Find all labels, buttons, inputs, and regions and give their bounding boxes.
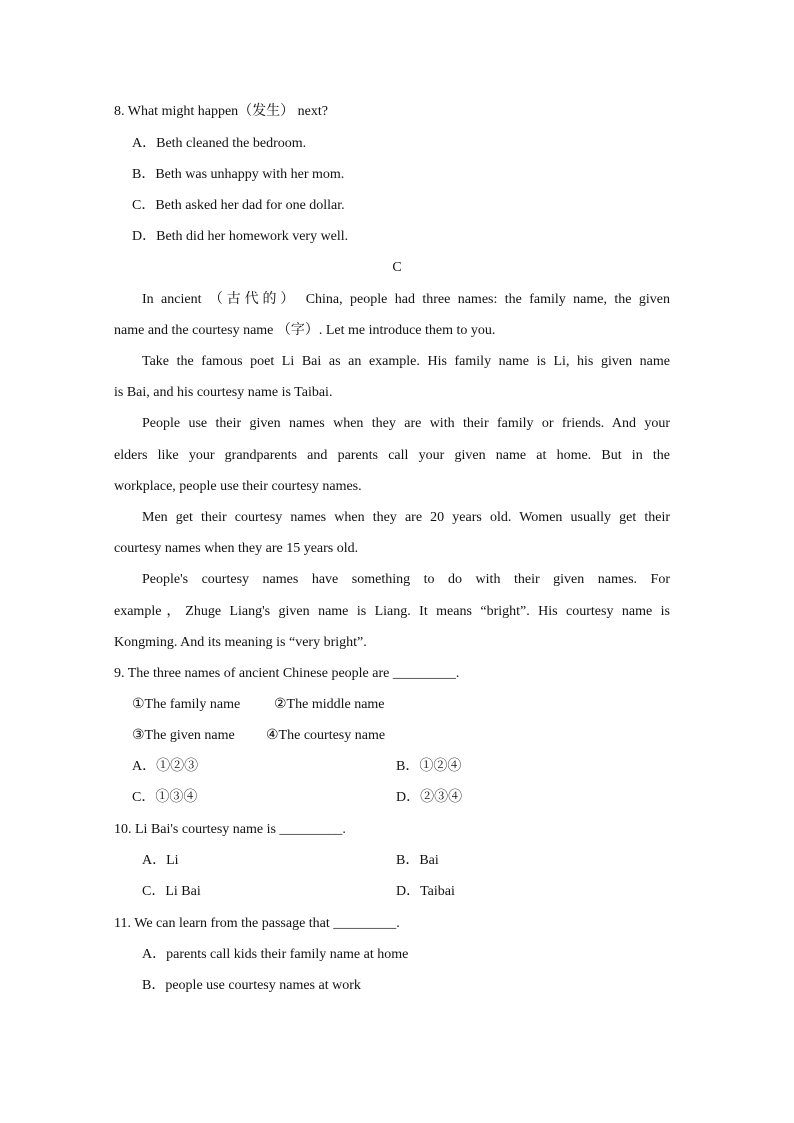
- q9-option-d: D．②③④: [396, 790, 463, 805]
- q8-option-b: B．Beth was unhappy with her mom.: [132, 167, 345, 182]
- q8-option-a: A．Beth cleaned the bedroom.: [132, 136, 307, 151]
- passage-line: Men get their courtesy names when they are 20 years old. Women usually get their: [142, 510, 670, 525]
- question-8: 8. What might happen（发生） next?: [114, 104, 328, 119]
- passage-line: People's courtesy names have something to do with their given names. For: [142, 572, 670, 587]
- q10-option-a: A．Li: [142, 853, 179, 868]
- q9-item-1: ①The family name: [132, 697, 241, 712]
- q9-option-b: B．①②④: [396, 759, 462, 774]
- section-heading: C: [392, 260, 402, 275]
- q9-option-a: A．①②③: [132, 759, 199, 774]
- question-9: 9. The three names of ancient Chinese people are _________.: [114, 666, 460, 681]
- passage-line: is Bai, and his courtesy name is Taibai.: [114, 385, 333, 400]
- passage-line: Kongming. And its meaning is “very bright”.: [114, 635, 367, 650]
- q8-option-c: C．Beth asked her dad for one dollar.: [132, 198, 345, 213]
- passage-line: workplace, people use their courtesy names.: [114, 479, 362, 494]
- q9-item-4: ④The courtesy name: [266, 728, 386, 743]
- q9-option-c: C．①③④: [132, 790, 198, 805]
- q10-option-c: C．Li Bai: [142, 884, 201, 899]
- q9-item-2: ②The middle name: [274, 697, 385, 712]
- passage-line: courtesy names when they are 15 years old.: [114, 541, 359, 556]
- passage-line: elders like your grandparents and parents call your given name at home. But in the: [114, 448, 670, 463]
- q9-item-3: ③The given name: [132, 728, 235, 743]
- passage-line: People use their given names when they are with their family or friends. And your: [142, 416, 670, 431]
- passage-line: Take the famous poet Li Bai as an example. His family name is Li, his given name: [142, 354, 670, 369]
- q10-option-b: B．Bai: [396, 853, 439, 868]
- q8-option-d: D．Beth did her homework very well.: [132, 229, 349, 244]
- q11-option-b: B．people use courtesy names at work: [142, 978, 361, 993]
- passage-line: example，Zhuge Liang's given name is Liang. It means “bright”. His courtesy name is: [114, 604, 670, 619]
- question-10: 10. Li Bai's courtesy name is _________.: [114, 822, 346, 837]
- q11-option-a: A．parents call kids their family name at home: [142, 947, 409, 962]
- passage-line: In ancient （古代的） China, people had three names: the family name, the given: [142, 292, 670, 307]
- q10-option-d: D．Taibai: [396, 884, 455, 899]
- passage-line: name and the courtesy name （字）. Let me introduce them to you.: [114, 323, 496, 338]
- question-11: 11. We can learn from the passage that _________.: [114, 916, 400, 931]
